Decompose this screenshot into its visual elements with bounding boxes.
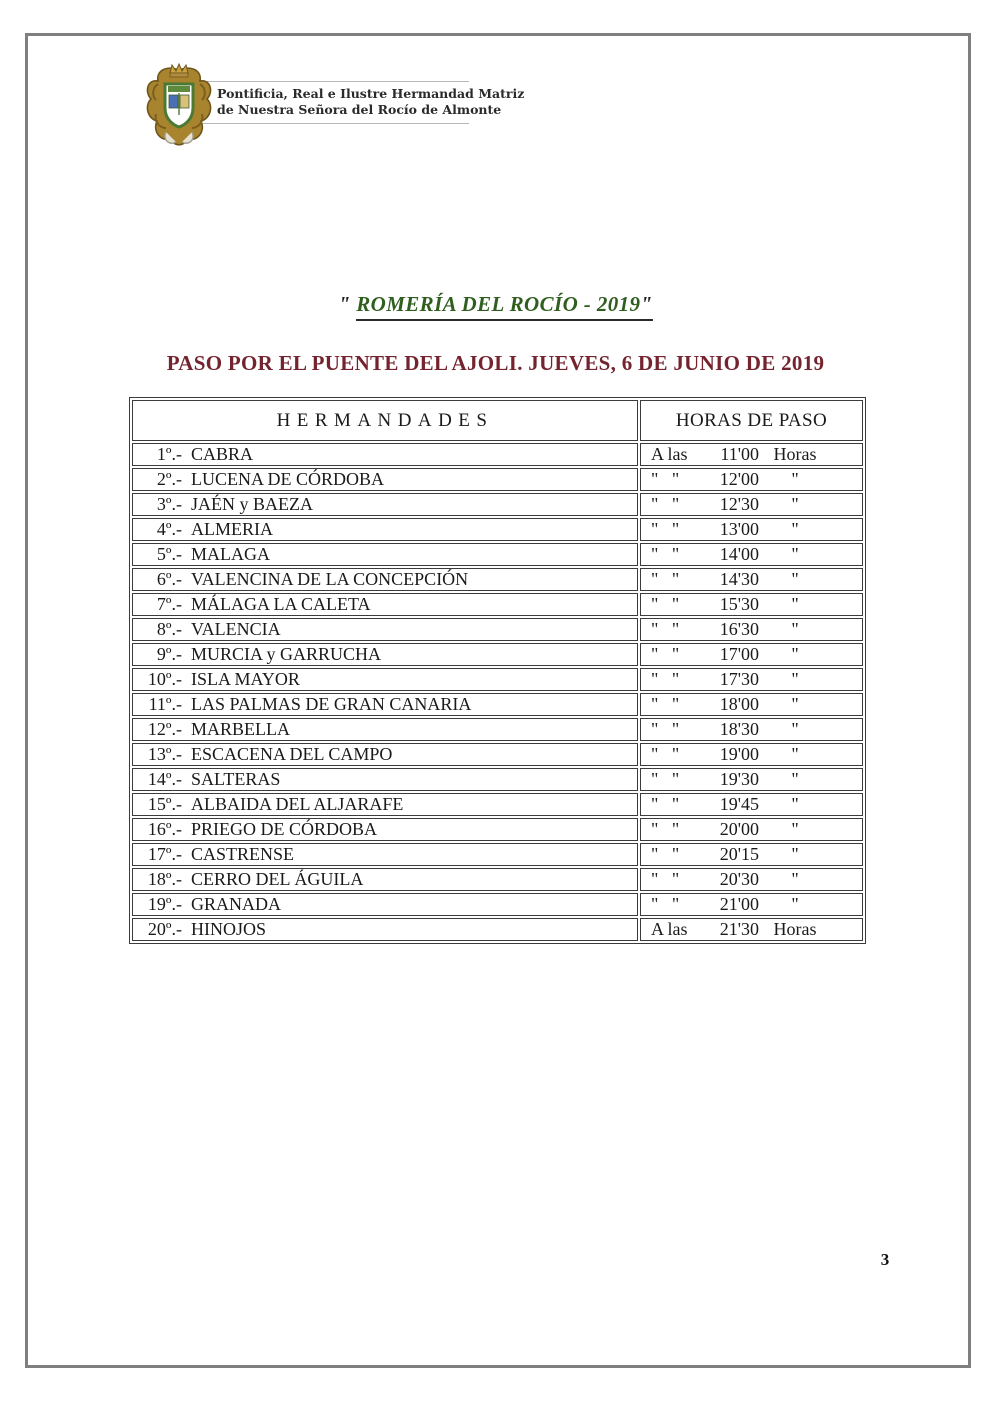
hora-value: 20'00 (719, 819, 759, 839)
row-ordinal: 6º.- (156, 569, 182, 589)
hora-cell (640, 618, 863, 641)
document-title (0, 292, 991, 321)
hora-value: 11'00 (720, 444, 759, 464)
hermandad-name: MÁLAGA LA CALETA (191, 594, 371, 614)
hermandad-name: PRIEGO DE CÓRDOBA (191, 819, 378, 839)
hora-cell (640, 718, 863, 741)
hermandad-name: MARBELLA (191, 719, 290, 739)
hora-cell (640, 593, 863, 616)
hora-suffix: " (791, 494, 799, 514)
hermandad-cell (132, 918, 638, 941)
hora-cell (640, 868, 863, 891)
hora-suffix: " (791, 644, 799, 664)
hora-value: 17'00 (719, 644, 759, 664)
hermandad-cell (132, 568, 638, 591)
hermandad-cell (132, 743, 638, 766)
hermandad-name: LUCENA DE CÓRDOBA (191, 469, 385, 489)
hora-cell (640, 843, 863, 866)
hora-prefix: " " (651, 594, 680, 614)
hermandad-cell (132, 868, 638, 891)
hermandad-cell (132, 468, 638, 491)
hermandad-name: ALBAIDA DEL ALJARAFE (191, 794, 404, 814)
hermandad-cell (132, 893, 638, 916)
row-ordinal: 16º.- (147, 819, 182, 839)
hora-value: 18'30 (719, 719, 759, 739)
hermandad-cell (132, 793, 638, 816)
hora-value: 21'30 (719, 919, 759, 939)
table-row (132, 768, 863, 791)
row-ordinal: 18º.- (147, 869, 182, 889)
hermandad-cell (132, 668, 638, 691)
hora-suffix: Horas (773, 919, 817, 939)
row-ordinal: 10º.- (147, 669, 182, 689)
header-hermandades: HERMANDADES (132, 400, 638, 441)
hermandad-cell (132, 543, 638, 566)
hora-prefix: " " (651, 619, 680, 639)
title-open-quote: " (338, 292, 357, 316)
hora-suffix: " (791, 594, 799, 614)
hora-value: 17'30 (719, 669, 759, 689)
hermandad-cell (132, 843, 638, 866)
hora-suffix: " (791, 844, 799, 864)
hora-value: 21'00 (719, 894, 759, 914)
hermandad-cell (132, 618, 638, 641)
hora-suffix: " (791, 769, 799, 789)
row-ordinal: 20º.- (147, 919, 182, 939)
hora-prefix: " " (651, 694, 680, 714)
hora-value: 18'00 (719, 694, 759, 714)
table-row (132, 743, 863, 766)
hora-prefix: A las (651, 444, 688, 464)
org-name-line2: de Nuestra Señora del Rocío de Almonte (217, 102, 502, 117)
table-row (132, 893, 863, 916)
hora-cell (640, 818, 863, 841)
hermandad-cell (132, 443, 638, 466)
hermandad-cell (132, 593, 638, 616)
hora-suffix: Horas (773, 444, 817, 464)
hora-suffix: " (791, 819, 799, 839)
row-ordinal: 1º.- (156, 444, 182, 464)
hora-cell (640, 568, 863, 591)
header-horas-de-paso: HORAS DE PASO (640, 400, 863, 441)
hermandad-name: CABRA (191, 444, 254, 464)
hermandad-name: MURCIA y GARRUCHA (191, 644, 382, 664)
hora-cell (640, 643, 863, 666)
hora-cell (640, 468, 863, 491)
hora-suffix: " (791, 719, 799, 739)
schedule-table (129, 397, 866, 944)
hermandad-name: VALENCINA DE LA CONCEPCIÓN (191, 569, 469, 589)
hora-suffix: " (791, 869, 799, 889)
table-row (132, 618, 863, 641)
row-ordinal: 7º.- (156, 594, 182, 614)
hora-suffix: " (791, 669, 799, 689)
hora-prefix: " " (651, 769, 680, 789)
hora-cell (640, 768, 863, 791)
hora-prefix: " " (651, 869, 680, 889)
hora-cell (640, 518, 863, 541)
hora-value: 19'30 (719, 769, 759, 789)
title-close-quote: " (640, 292, 653, 316)
hora-prefix: " " (651, 819, 680, 839)
row-ordinal: 5º.- (156, 544, 182, 564)
hora-prefix: " " (651, 719, 680, 739)
hora-prefix: " " (651, 894, 680, 914)
row-ordinal: 14º.- (147, 769, 182, 789)
hermandad-cell (132, 493, 638, 516)
hora-value: 12'30 (719, 494, 759, 514)
hora-prefix: " " (651, 644, 680, 664)
row-ordinal: 2º.- (156, 469, 182, 489)
table-row (132, 518, 863, 541)
hermandad-name: ESCACENA DEL CAMPO (191, 744, 393, 764)
hora-value: 14'00 (719, 544, 759, 564)
row-ordinal: 8º.- (156, 619, 182, 639)
hermandad-cell (132, 718, 638, 741)
row-ordinal: 15º.- (147, 794, 182, 814)
table-row (132, 668, 863, 691)
hora-prefix: " " (651, 469, 680, 489)
table-row (132, 718, 863, 741)
hora-cell (640, 493, 863, 516)
crest-icon (142, 62, 216, 152)
table-row (132, 568, 863, 591)
hermandad-name: VALENCIA (191, 619, 281, 639)
row-ordinal: 9º.- (156, 644, 182, 664)
document-subtitle: PASO POR EL PUENTE DEL AJOLI. JUEVES, 6 DE JUNIO DE 2019 (166, 351, 825, 375)
hora-cell (640, 743, 863, 766)
row-ordinal: 12º.- (147, 719, 182, 739)
hermandad-cell (132, 768, 638, 791)
hora-value: 20'15 (719, 844, 759, 864)
hora-prefix: " " (651, 569, 680, 589)
row-ordinal: 13º.- (147, 744, 182, 764)
org-name-line1: Pontificia, Real e Ilustre Hermandad Matriz (217, 86, 525, 101)
hora-prefix: A las (651, 919, 688, 939)
hermandad-name: JAÉN y BAEZA (191, 494, 313, 514)
hora-suffix: " (791, 694, 799, 714)
hermandad-name: CERRO DEL ÁGUILA (191, 869, 364, 889)
hora-suffix: " (791, 519, 799, 539)
hora-prefix: " " (651, 744, 680, 764)
row-ordinal: 3º.- (156, 494, 182, 514)
hora-value: 12'00 (719, 469, 759, 489)
table-row (132, 493, 863, 516)
hora-value: 20'30 (719, 869, 759, 889)
hora-suffix: " (791, 794, 799, 814)
hermandad-name: LAS PALMAS DE GRAN CANARIA (191, 694, 472, 714)
table-row (132, 643, 863, 666)
hora-cell (640, 793, 863, 816)
title-text: ROMERÍA DEL ROCÍO - 2019 (356, 292, 641, 316)
hermandad-name: ALMERIA (191, 519, 273, 539)
hora-value: 19'45 (719, 794, 759, 814)
hora-prefix: " " (651, 519, 680, 539)
hermandad-name: SALTERAS (191, 769, 281, 789)
table-row (132, 918, 863, 941)
hora-value: 14'30 (719, 569, 759, 589)
hora-prefix: " " (651, 844, 680, 864)
table-header-row (132, 400, 863, 441)
row-ordinal: 17º.- (147, 844, 182, 864)
hora-prefix: " " (651, 544, 680, 564)
hora-prefix: " " (651, 669, 680, 689)
table-row (132, 468, 863, 491)
hermandad-cell (132, 693, 638, 716)
hermandad-name: GRANADA (191, 894, 281, 914)
hora-value: 16'30 (719, 619, 759, 639)
hora-value: 19'00 (719, 744, 759, 764)
table-row (132, 593, 863, 616)
hora-suffix: " (791, 894, 799, 914)
hora-cell (640, 893, 863, 916)
table-row (132, 868, 863, 891)
hermandad-name: ISLA MAYOR (191, 669, 300, 689)
hermandad-name: HINOJOS (191, 919, 267, 939)
row-ordinal: 4º.- (156, 519, 182, 539)
hermandad-name: MALAGA (191, 544, 270, 564)
hora-cell (640, 918, 863, 941)
row-ordinal: 19º.- (147, 894, 182, 914)
row-ordinal: 11º.- (148, 694, 182, 714)
page-number: 3 (880, 1250, 890, 1269)
hora-cell (640, 668, 863, 691)
table-row (132, 793, 863, 816)
hermandad-cell (132, 518, 638, 541)
table-row (132, 443, 863, 466)
table-row (132, 693, 863, 716)
table-row (132, 818, 863, 841)
hora-prefix: " " (651, 794, 680, 814)
hora-value: 15'30 (719, 594, 759, 614)
hora-suffix: " (791, 744, 799, 764)
hermandad-name: CASTRENSE (191, 844, 295, 864)
hermandad-cell (132, 643, 638, 666)
hermandad-crest-logo (142, 62, 216, 152)
org-header (203, 81, 525, 124)
hermandad-cell (132, 818, 638, 841)
hora-prefix: " " (651, 494, 680, 514)
hora-suffix: " (791, 569, 799, 589)
table-row (132, 843, 863, 866)
hora-suffix: " (791, 469, 799, 489)
hora-cell (640, 693, 863, 716)
table-row (132, 543, 863, 566)
hora-cell (640, 543, 863, 566)
hora-value: 13'00 (719, 519, 759, 539)
hora-suffix: " (791, 544, 799, 564)
hora-suffix: " (791, 619, 799, 639)
hora-cell (640, 443, 863, 466)
